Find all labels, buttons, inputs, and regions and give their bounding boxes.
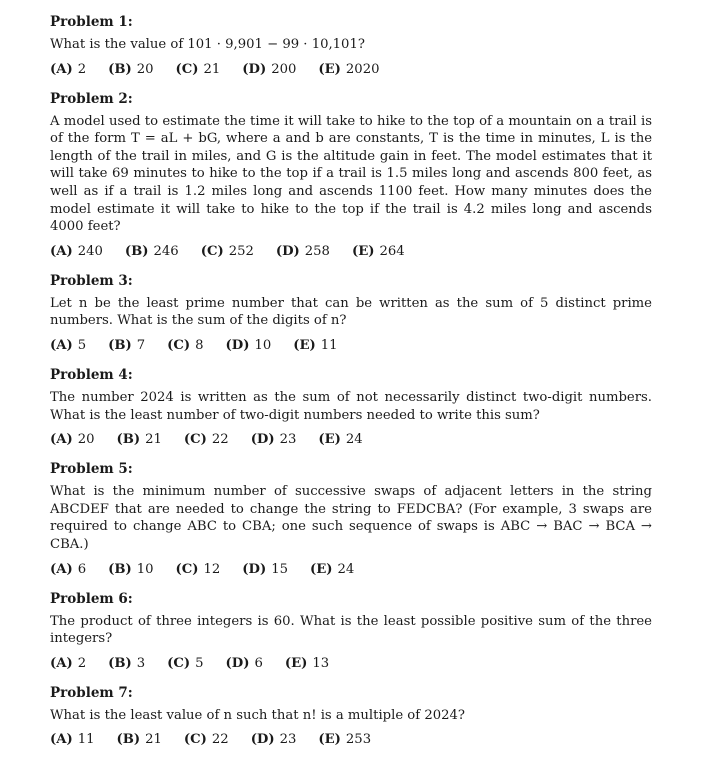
choice-d (226, 654, 263, 674)
choice-c (201, 242, 254, 262)
choice-value: 246 (153, 243, 179, 259)
problem-title: Problem 4: (50, 366, 133, 383)
choice-c (167, 654, 203, 674)
choice-a (50, 242, 103, 262)
choice-value: 21 (145, 732, 162, 748)
answer-choices (50, 242, 652, 262)
choice-value: 253 (345, 732, 372, 748)
problem-title: Problem 6: (50, 590, 133, 607)
choice-e (318, 730, 371, 750)
problem-3 (50, 271, 652, 356)
choice-value: 23 (279, 732, 297, 748)
problem-text: A model used to estimate the time it will take to hike to the top of a mountain on a trail is of the form T = aL + bG, where a and b are constants, T is the time in minutes, L is the length of the trail in miles, and G is the altitude gain in feet. The model estimates that it will take 69 minutes to hike to the top if a trail is 1.5 miles long and ascends 800 feet, as well as if a trail is 1.2 miles long and ascends 1100 feet. How many minutes does the model estimate it will take to hike to the top if the trail is 4.2 miles long and ascends 4000 feet? (50, 113, 652, 235)
problem-title: Problem 7: (50, 684, 133, 701)
choice-value: 12 (203, 561, 221, 577)
choice-e (318, 60, 379, 80)
choice-value: 6 (254, 655, 263, 671)
choice-letter: (A) (50, 732, 73, 748)
choice-value: 264 (379, 243, 405, 259)
choice-b (117, 730, 162, 750)
choice-value: 24 (337, 561, 355, 577)
choice-letter: (C) (183, 432, 207, 448)
choice-value: 2 (77, 655, 87, 671)
problem-1 (50, 12, 652, 80)
choice-letter: (E) (318, 732, 341, 748)
choice-letter: (B) (108, 655, 132, 671)
choice-value: 10 (136, 561, 154, 577)
choice-value: 252 (228, 243, 254, 259)
choice-c (184, 730, 229, 750)
choice-b (125, 242, 179, 262)
choice-b (108, 60, 153, 80)
problem-text: What is the minimum number of successive swaps of adjacent letters in the string ABCDEF that are needed to change the string to FEDCBA? (For example, 3 swaps are required to change ABC to CBA; one such sequence of swaps is ABC → BAC → BCA → CBA.) (50, 484, 652, 552)
choice-letter: (D) (225, 337, 250, 353)
choice-letter: (C) (175, 561, 199, 577)
problem-7 (50, 683, 652, 751)
choice-value: 23 (279, 432, 297, 448)
choice-b (108, 560, 153, 580)
choice-letter: (D) (242, 61, 267, 77)
choice-letter: (A) (50, 337, 73, 353)
problem-4 (50, 365, 652, 450)
choice-value: 22 (211, 432, 229, 448)
choice-value: 8 (195, 337, 204, 353)
choice-letter: (B) (116, 432, 141, 448)
problem-text: What is the value of 101 · 9,901 − 99 · 10,101? (50, 37, 365, 52)
problem-5 (50, 459, 652, 579)
choice-a (50, 654, 86, 674)
choice-c (176, 560, 221, 580)
choice-value: 5 (77, 337, 87, 353)
choice-letter: (B) (108, 561, 132, 577)
choice-c (167, 336, 203, 356)
choice-letter: (A) (50, 61, 73, 77)
choice-letter: (E) (284, 655, 308, 671)
choice-e (310, 560, 354, 580)
choice-e (293, 336, 337, 356)
answer-choices (50, 654, 652, 674)
choice-b (108, 336, 145, 356)
choice-letter: (E) (318, 61, 341, 77)
choice-d (251, 730, 297, 750)
choice-b (117, 430, 162, 450)
choice-letter: (E) (310, 561, 333, 577)
choice-a (50, 336, 86, 356)
problem-text: The number 2024 is written as the sum of not necessarily distinct two-digit numbers. What is the least number of two-digit numbers needed to write this sum? (50, 389, 652, 423)
choice-e (285, 654, 329, 674)
answer-choices (50, 730, 652, 750)
choice-c (176, 60, 221, 80)
choice-letter: (E) (293, 337, 316, 353)
choice-a (50, 730, 95, 750)
problem-text: Let n be the least prime number that can be written as the sum of 5 distinct prime numbers. What is the sum of the digits of n? (50, 295, 652, 329)
problem-sheet (50, 12, 652, 759)
choice-letter: (D) (250, 432, 275, 448)
choice-value: 21 (145, 432, 162, 448)
choice-d (276, 242, 330, 262)
choice-letter: (C) (167, 655, 191, 671)
choice-a (50, 60, 86, 80)
choice-d (226, 336, 272, 356)
choice-value: 6 (77, 561, 87, 577)
answer-choices (50, 430, 652, 450)
choice-e (318, 430, 362, 450)
choice-e (352, 242, 405, 262)
answer-choices (50, 336, 652, 356)
choice-value: 21 (203, 61, 221, 77)
problem-title: Problem 1: (50, 14, 133, 30)
choice-value: 15 (271, 561, 288, 577)
choice-letter: (A) (50, 432, 73, 448)
answer-choices (50, 60, 652, 80)
choice-value: 10 (254, 337, 272, 353)
choice-letter: (D) (250, 732, 275, 748)
choice-letter: (B) (108, 61, 132, 77)
problem-title: Problem 3: (50, 272, 133, 289)
problem-title: Problem 2: (50, 90, 133, 107)
choice-value: 200 (271, 61, 297, 77)
choice-value: 3 (136, 655, 146, 671)
choice-value: 258 (304, 243, 330, 259)
choice-value: 11 (320, 337, 338, 353)
choice-value: 22 (211, 732, 229, 748)
choice-letter: (D) (275, 243, 300, 259)
choice-a (50, 430, 95, 450)
choice-value: 11 (77, 732, 95, 748)
problem-2 (50, 89, 652, 262)
choice-letter: (C) (200, 243, 224, 259)
problem-text: What is the least value of n such that n! is a multiple of 2024? (50, 707, 465, 723)
choice-value: 20 (77, 432, 95, 448)
choice-letter: (A) (50, 561, 73, 577)
problem-text: The product of three integers is 60. What is the least possible positive sum of the three integers? (50, 613, 652, 647)
choice-value: 240 (77, 243, 103, 259)
choice-letter: (B) (124, 243, 149, 259)
choice-value: 5 (195, 655, 204, 671)
choice-letter: (C) (183, 732, 207, 748)
choice-letter: (B) (116, 732, 141, 748)
choice-b (108, 654, 145, 674)
problem-title: Problem 5: (50, 461, 133, 478)
choice-letter: (E) (351, 243, 375, 259)
choice-c (184, 430, 229, 450)
choice-letter: (D) (225, 655, 250, 671)
choice-d (251, 430, 297, 450)
choice-letter: (E) (318, 432, 341, 448)
choice-d (242, 60, 296, 80)
choice-value: 24 (345, 432, 363, 448)
choice-letter: (C) (175, 61, 199, 77)
answer-choices (50, 560, 652, 580)
choice-letter: (D) (242, 561, 267, 577)
choice-value: 13 (312, 655, 330, 671)
choice-letter: (A) (50, 243, 73, 259)
choice-letter: (C) (167, 337, 191, 353)
choice-value: 2 (77, 61, 87, 77)
choice-value: 2020 (345, 61, 380, 77)
choice-d (242, 560, 288, 580)
problem-6 (50, 589, 652, 674)
choice-value: 7 (136, 337, 146, 353)
choice-a (50, 560, 86, 580)
choice-value: 20 (136, 61, 154, 77)
choice-letter: (B) (108, 337, 132, 353)
choice-letter: (A) (50, 655, 73, 671)
